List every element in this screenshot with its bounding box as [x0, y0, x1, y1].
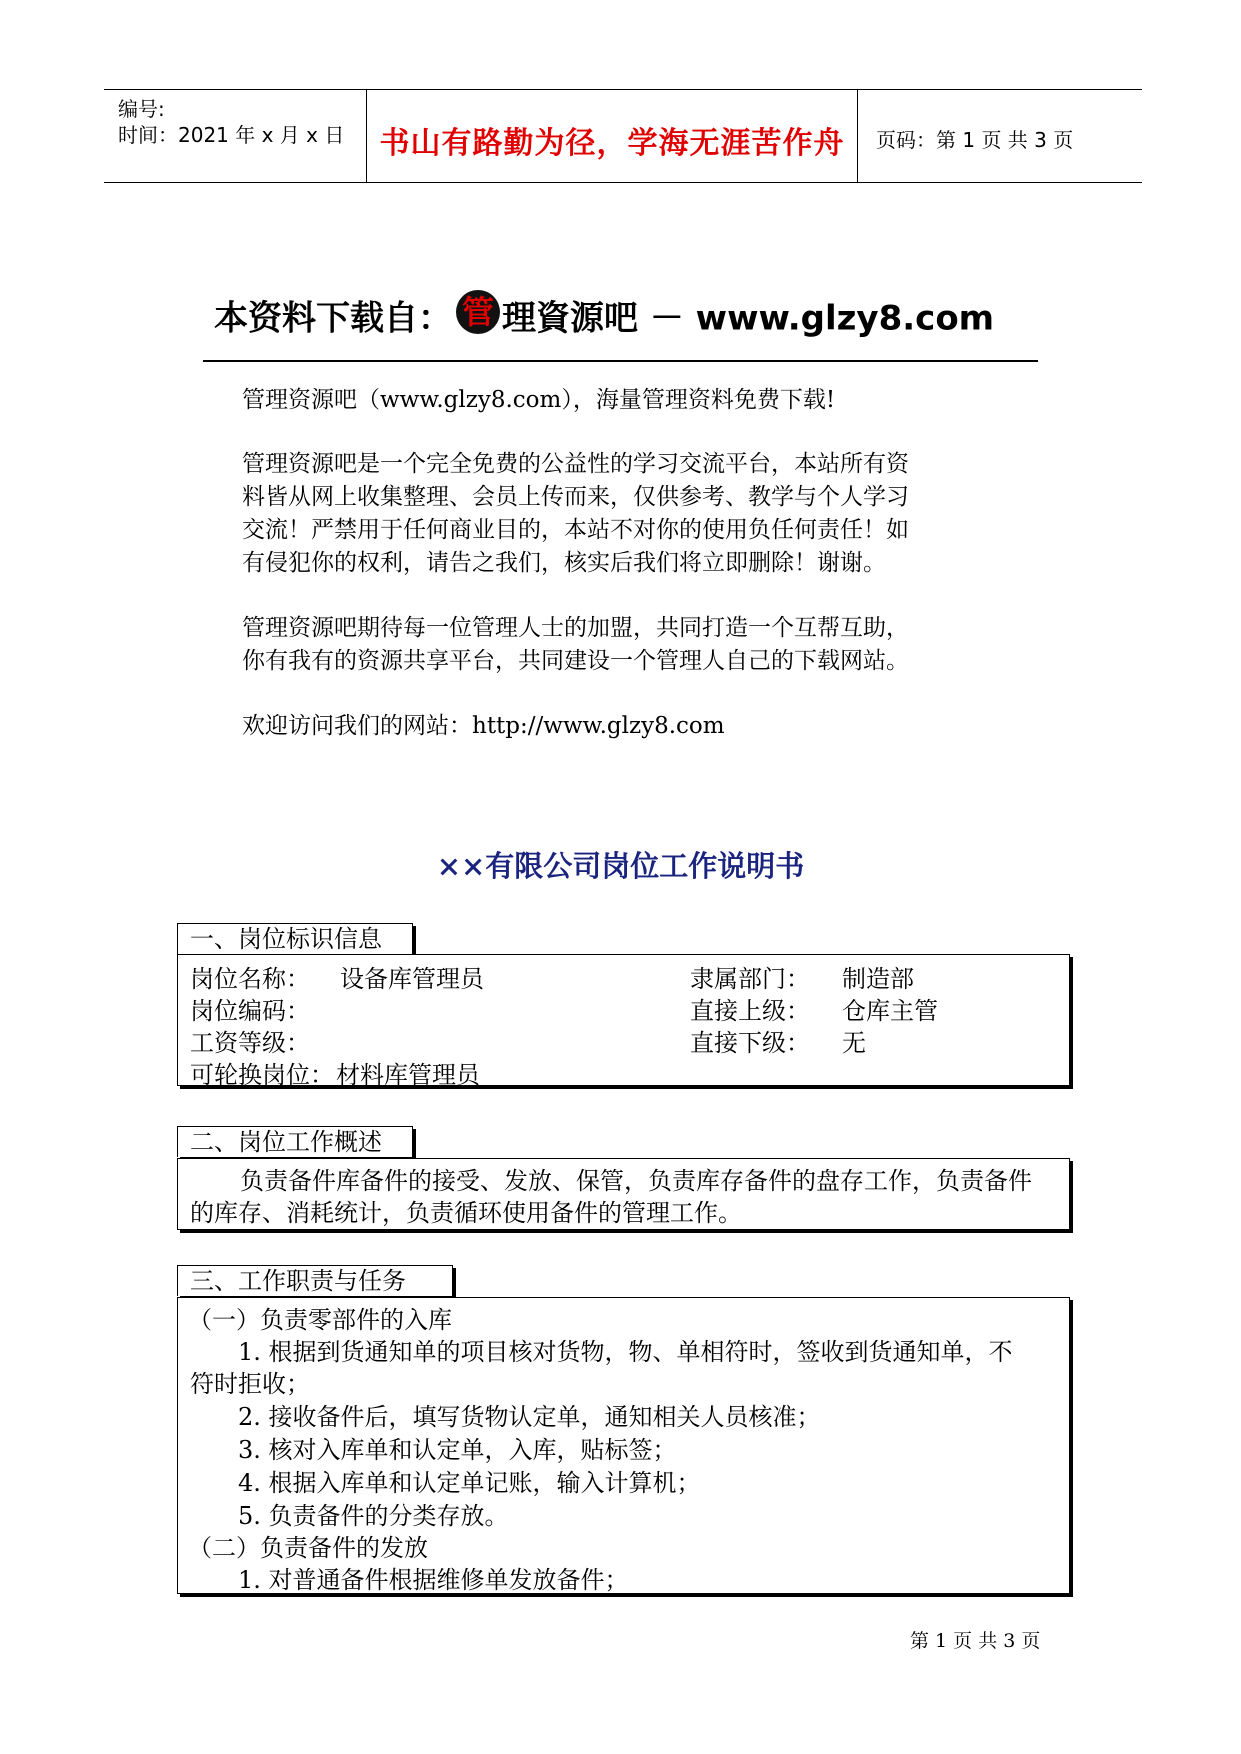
- section2-box: [177, 1158, 1070, 1230]
- duty-item: 3. 核对入库单和认定单，入库，贴标签；: [238, 1436, 677, 1464]
- section3-heading: 三、工作职责与任务: [177, 1265, 453, 1296]
- section1-box: [177, 954, 1070, 1089]
- duty-subheading: （二）负责备件的发放: [188, 1534, 428, 1562]
- salary-label: 工资等级：: [190, 1029, 310, 1057]
- website-link-text[interactable]: 欢迎访问我们的网站：http://www.glzy8.com: [242, 713, 725, 739]
- duty-item: 1. 根据到货通知单的项目核对货物，物、单相符时，签收到货通知单，不: [238, 1338, 1013, 1366]
- intro-line: 料皆从网上收集整理、会员上传而来，仅供参考、教学与个人学习: [242, 484, 909, 510]
- overview-line: 负责备件库备件的接受、发放、保管，负责库存备件的盘存工作，负责备件: [240, 1167, 1032, 1195]
- banner-divider: [203, 360, 1038, 362]
- duty-item: 4. 根据入库单和认定单记账，输入计算机；: [238, 1469, 701, 1497]
- banner-url: － www.glzy8.com: [638, 298, 995, 339]
- rotation-label: 可轮换岗位：: [190, 1061, 334, 1089]
- intro-line: 你有我有的资源共享平台，共同建设一个管理人自己的下载网站。: [242, 648, 909, 674]
- header-left-cell: [104, 90, 366, 182]
- time-label: 时间：2021 年 x 月 x 日: [118, 123, 345, 147]
- duty-item: 5. 负责备件的分类存放。: [238, 1502, 509, 1530]
- overview-line: 的库存、消耗统计，负责循环使用备件的管理工作。: [190, 1199, 742, 1227]
- footer-page-number: 第 1 页 共 3 页: [910, 1630, 1041, 1652]
- section3-box: [177, 1297, 1070, 1594]
- number-label: 编号:: [118, 97, 165, 121]
- download-banner: [214, 290, 1014, 340]
- section2-heading: 二、岗位工作概述: [177, 1126, 413, 1157]
- section1-heading: 一、岗位标识信息: [177, 923, 413, 954]
- superior-value: 仓库主管: [842, 997, 938, 1025]
- intro-line: 有侵犯你的权利，请告之我们，核实后我们将立即删除！谢谢。: [242, 550, 886, 576]
- header-right-cell: [858, 90, 1142, 182]
- post-code-label: 岗位编码：: [190, 997, 310, 1025]
- banner-site-name: 理資源吧: [502, 298, 638, 339]
- duty-item: 1. 对普通备件根据维修单发放备件；: [238, 1566, 629, 1594]
- intro-line: 管理资源吧（www.glzy8.com），海量管理资料免费下载!: [242, 387, 836, 413]
- intro-paragraph-3: [242, 612, 1012, 678]
- header-page-label: 页码：第 1 页 共 3 页: [876, 128, 1074, 152]
- intro-paragraph-4: [242, 710, 1012, 743]
- subordinate-value: 无: [842, 1029, 866, 1057]
- dept-label: 隶属部门：: [690, 965, 810, 993]
- document-title: ××有限公司岗位工作说明书: [436, 849, 805, 883]
- dept-value: 制造部: [842, 965, 914, 993]
- superior-label: 直接上级：: [690, 997, 810, 1025]
- document-header: [104, 89, 1142, 183]
- post-name-label: 岗位名称：: [190, 965, 310, 993]
- duty-item: 2. 接收备件后，填写货物认定单，通知相关人员核准；: [238, 1403, 821, 1431]
- intro-paragraph-1: [242, 384, 1012, 417]
- motto: 书山有路勤为径，学海无涯苦作舟: [379, 126, 845, 161]
- subordinate-label: 直接下级：: [690, 1029, 810, 1057]
- rotation-value: 材料库管理员: [336, 1061, 480, 1089]
- banner-prefix: 本资料下载自：: [214, 298, 452, 339]
- duty-item-continued: 符时拒收；: [190, 1370, 310, 1398]
- post-name-value: 设备库管理员: [340, 965, 484, 993]
- intro-line: 交流！严禁用于任何商业目的，本站不对你的使用负任何责任！如: [242, 517, 909, 543]
- intro-line: 管理资源吧期待每一位管理人士的加盟，共同打造一个互帮互助，: [242, 615, 909, 641]
- header-center-cell: [366, 90, 858, 182]
- duty-subheading: （一）负责零部件的入库: [188, 1306, 452, 1334]
- intro-paragraph-2: [242, 448, 1012, 580]
- site-logo-icon: 管: [456, 290, 500, 334]
- intro-line: 管理资源吧是一个完全免费的公益性的学习交流平台，本站所有资: [242, 451, 909, 477]
